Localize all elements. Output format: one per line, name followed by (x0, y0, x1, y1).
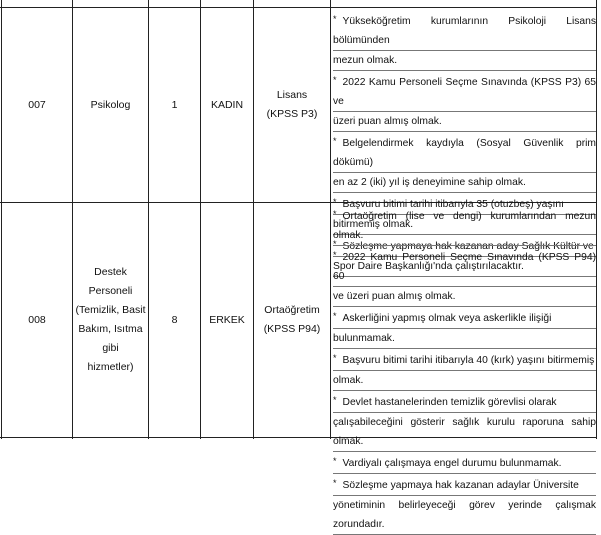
row-008-count: 8 (171, 313, 178, 326)
row-008-exam: (KPSS P94) (263, 323, 321, 335)
row-007-gender: KADIN (210, 98, 244, 111)
row-007-code: 007 (28, 98, 46, 111)
row-008-title-line: Destek Personeli (88, 266, 133, 297)
requirement-item: * Belgelendirmek kaydıyla (Sosyal Güvenlik prim dökümü) en az 2 (iki) yıl iş deneyimine sahip olmak. (333, 132, 596, 193)
requirement-item: * Sözleşme yapmaya hak kazanan adaylar Üniversite yönetiminin belirleyeceği görev yerinde çalışmak zorundadır. (333, 474, 596, 535)
row-007-count: 1 (171, 98, 178, 111)
row-007-education-level: Lisans (276, 89, 308, 101)
requirement-item: * Ortaöğretim (lise ve dengi) kurumlarından mezun olmak. (333, 205, 596, 246)
requirement-item: * 2022 Kamu Personeli Seçme Sınavında (KPSS P3) 65 ve üzeri puan almış olmak. (333, 71, 596, 132)
row-007-title: Psikolog (90, 98, 131, 111)
requirement-item: * Başvuru bitimi tarihi itibarıyla 40 (kırk) yaşını bitirmemiş olmak. (333, 349, 596, 391)
row-007-exam: (KPSS P3) (266, 108, 318, 120)
row-008-title-line: hizmetler) (87, 361, 134, 373)
row-008-requirements (333, 205, 596, 535)
requirement-item: * Vardiyalı çalışmaya engel durumu bulunmamak. (333, 452, 596, 474)
col-border (330, 0, 331, 439)
row-008-education (254, 203, 330, 437)
row-008-code: 008 (28, 313, 46, 326)
row-008-title-line: (Temizlik, Basit (75, 304, 146, 316)
requirement-item: * Askerliğini yapmış olmak veya askerlikle ilişiği bulunmamak. (333, 307, 596, 349)
row-008-education-level: Ortaöğretim (264, 304, 320, 316)
requirement-item: * Başvuru bitimi tarihi itibarıyla 35 (otuzbeş) yaşını bitirmemiş olmak. (333, 193, 596, 235)
col-border (596, 0, 597, 439)
requirement-item: * Sözleşme yapmaya hak kazanan aday Sağlık Kültür ve Spor Daire Başkanlığı'nda çalıştırılacaktır. (333, 235, 596, 277)
requirement-item: * 2022 Kamu Personeli Seçme Sınavında (KPSS P94) 60 ve üzeri puan almış olmak. (333, 246, 596, 307)
row-008-title (73, 203, 148, 437)
requirement-item: * Yükseköğretim kurumlarının Psikoloji Lisans bölümünden mezun olmak. (333, 10, 596, 71)
row-008-gender: ERKEK (209, 313, 245, 326)
requirement-item: * Devlet hastanelerinden temizlik görevlisi olarak çalışabileceğini gösterir sağlık kurulu raporuna sahip olmak. (333, 391, 596, 452)
row-008-title-line: Bakım, Isıtma gibi (78, 323, 143, 354)
row-007-education (254, 8, 330, 202)
